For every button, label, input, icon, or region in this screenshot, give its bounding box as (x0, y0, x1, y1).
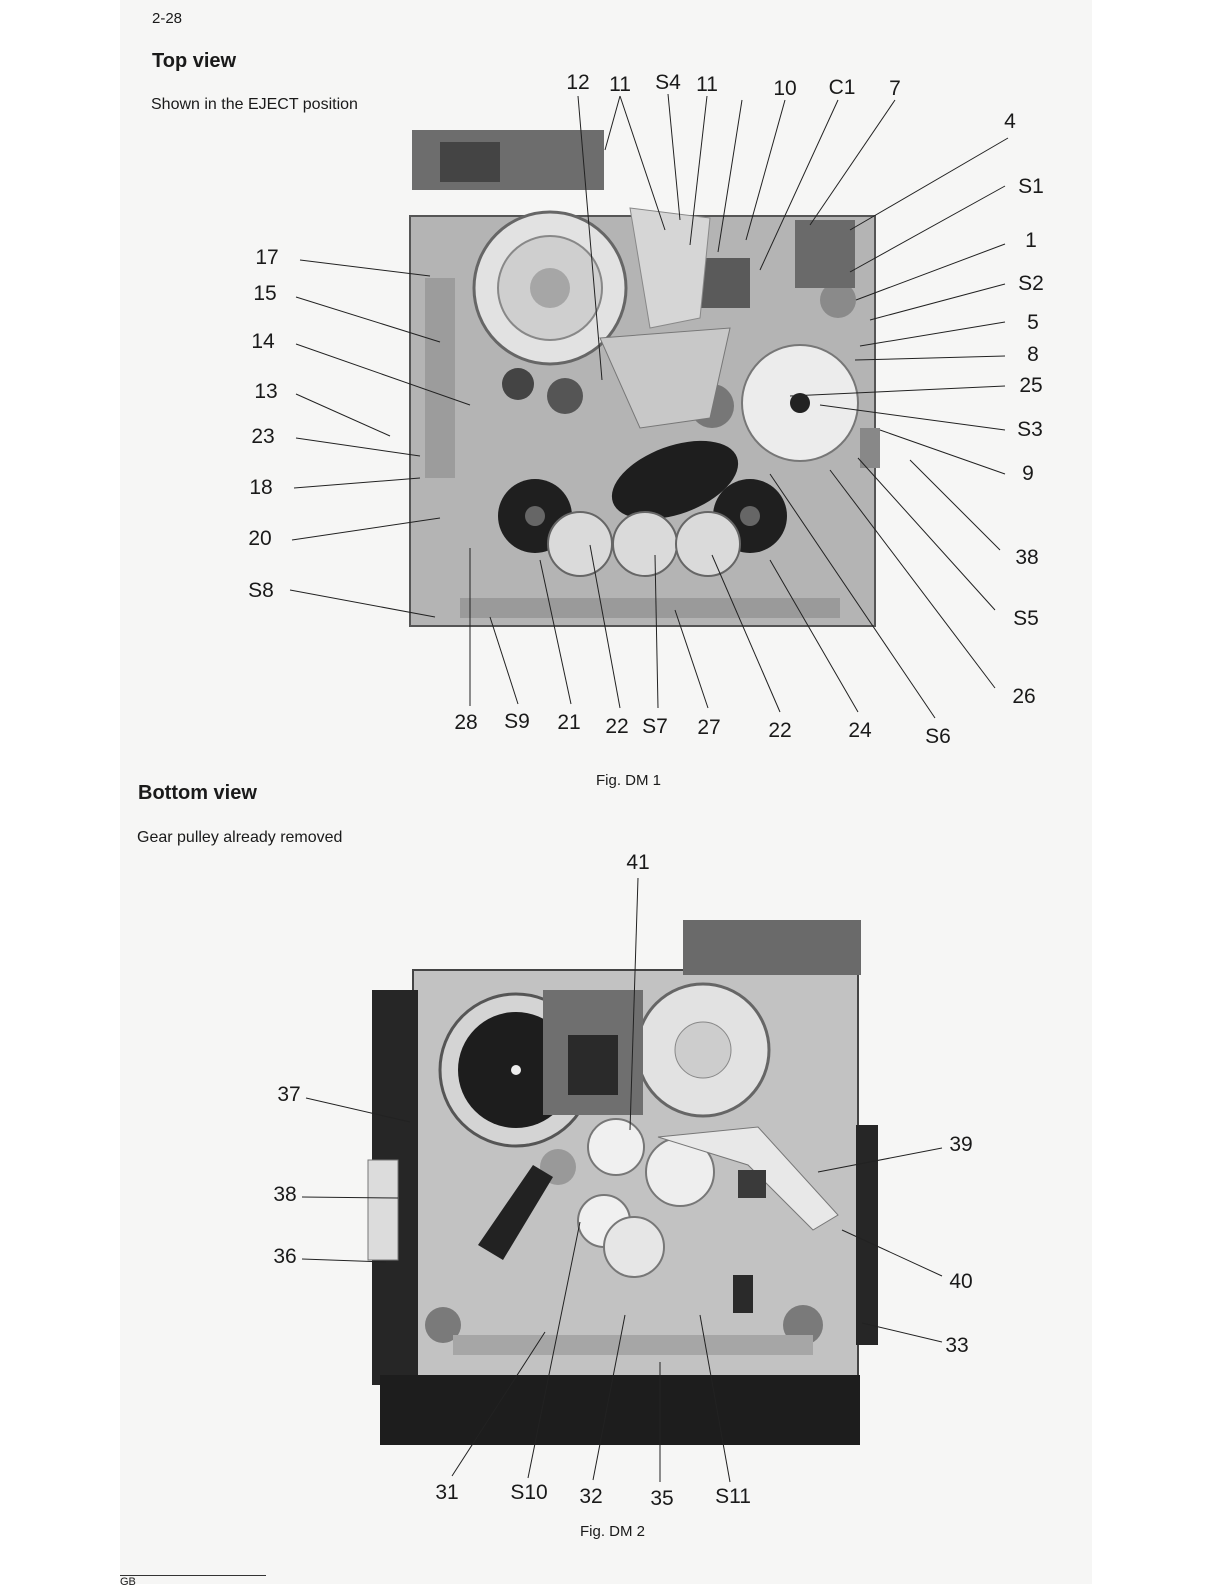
callout-label: 4 (1004, 110, 1016, 133)
callout-label: 37 (277, 1083, 301, 1106)
callout-label: 25 (1019, 374, 1043, 397)
callout-label: 38 (1015, 546, 1039, 569)
callout-label: 12 (566, 71, 590, 94)
callout-label: S10 (510, 1481, 548, 1504)
callout-label: 33 (945, 1334, 969, 1357)
bottom-view-heading: Bottom view (138, 782, 257, 804)
callout-label: S6 (925, 725, 951, 748)
bottom-view-subtitle: Gear pulley already removed (137, 829, 343, 846)
callout-label: S5 (1013, 607, 1039, 630)
callout-label: 35 (650, 1487, 674, 1510)
callout-label: 20 (248, 527, 272, 550)
top-view-subtitle: Shown in the EJECT position (151, 96, 358, 113)
callout-label: S11 (715, 1485, 751, 1508)
callout-label: S9 (504, 710, 530, 733)
callout-label: 5 (1027, 311, 1039, 334)
callout-label: S4 (655, 71, 681, 94)
callout-label: 28 (454, 711, 478, 734)
callout-label: 7 (889, 77, 901, 100)
callout-label: 14 (251, 330, 275, 353)
footer-language: GB (120, 1576, 136, 1588)
callout-label: 8 (1027, 343, 1039, 366)
callout-label: 18 (249, 476, 273, 499)
callout-label: 24 (848, 719, 872, 742)
callout-label: S7 (642, 715, 668, 738)
callout-label: 17 (255, 246, 279, 269)
figure-caption: Fig. DM 2 (580, 1523, 646, 1540)
callout-label: C1 (828, 76, 856, 99)
callout-label: S1 (1018, 175, 1044, 198)
callout-label: 11 (696, 73, 718, 96)
callout-label: 41 (626, 851, 650, 874)
callout-label: 36 (273, 1245, 297, 1268)
callout-label: 27 (697, 716, 721, 739)
callout-label: S2 (1018, 272, 1044, 295)
figure-caption: Fig. DM 1 (596, 772, 662, 789)
callout-label: 32 (579, 1485, 603, 1508)
callout-label: 26 (1012, 685, 1036, 708)
callout-label: 23 (251, 425, 275, 448)
callout-label: 21 (557, 711, 581, 734)
callout-label: 38 (273, 1183, 297, 1206)
callout-label: 10 (773, 77, 797, 100)
footer-rule (120, 1575, 266, 1576)
top-view-heading: Top view (152, 50, 237, 72)
callout-label: S8 (248, 579, 274, 602)
callout-label: 9 (1022, 462, 1034, 485)
callout-label: 1 (1025, 229, 1037, 252)
callout-label: 40 (949, 1270, 973, 1293)
callout-label: 11 (609, 73, 631, 96)
callout-label: 15 (253, 282, 277, 305)
page-number: 2-28 (152, 10, 183, 27)
callout-label: S3 (1017, 418, 1043, 441)
callout-label: 31 (435, 1481, 459, 1504)
callout-label: 13 (254, 380, 278, 403)
callout-label: 22 (605, 715, 629, 738)
callout-label: 39 (949, 1133, 973, 1156)
callout-label: 22 (768, 719, 792, 742)
